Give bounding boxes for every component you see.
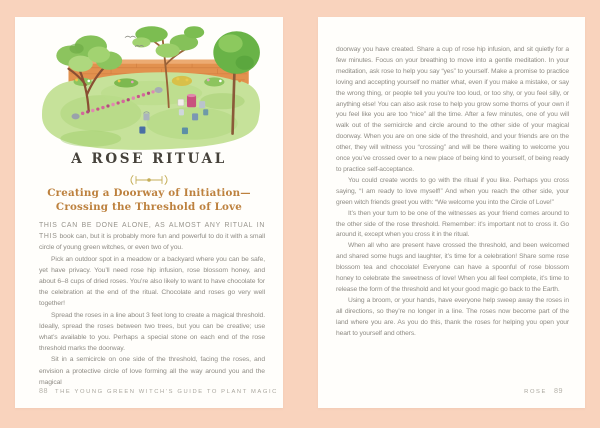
paragraph: doorway you have created. Share a cup of rose hip infusion, and sit quietly for a few minutes. Focus on your breathing to move into a gentle meditation. In your meditation, ask rose to help you say “yes” to yourself. Make a promise to practice loving and accepting yourself no matter what, even if you make a mistake, or say the wrong thing, or people tell you you’re too loud, or too shy, or you feel silly, or anything else! You can also ask rose to help you grow some thorns of your own if you feel like you are too “nice” all the time. After a few minutes, one of you will walk out of the semicircle and circle around to the other side of your magical doorway. When you are on one side of the threshold, and your friends are on the other, they will witness you “crossing” and will be there waiting to welcome you once you’ve crossed over to a new place of being kind to yourself, of being ready to practice self-acceptance.: [336, 46, 569, 173]
page-number: 88: [39, 386, 48, 395]
left-running-footer: [39, 386, 278, 395]
paragraph-leadin: THIS CAN BE DONE ALONE, AS ALMOST ANY RITUAL IN THIS: [39, 222, 265, 241]
book-title-footer: THE YOUNG GREEN WITCH’S GUIDE TO PLANT MAGIC: [55, 389, 278, 395]
left-body-text: [39, 220, 265, 392]
chapter-subtitle: [15, 187, 283, 214]
paragraph: You could create words to go with the ritual if you like. Perhaps you cross saying, “I am ready to love myself!” And when you reach the other side, your green witch friends greet you with: “We welcome you into the Circle of Love!”: [336, 176, 569, 206]
garden-ritual-illustration: [30, 22, 268, 154]
grass-mound-graphic: [42, 72, 260, 150]
left-page: [15, 17, 283, 408]
paragraph: When all who are present have crossed the threshold, and been welcomed and shared some hugs and laughter, it’s time for a celebration! Share some rose blossom tea and chocolate! Everyone can have a spoonful of rose blossom honey to celebrate the sweetness of love! When you all feel complete, it’s time to release the form of the threshold and let your good magic go back to the Earth.: [336, 242, 569, 293]
paragraph: Using a broom, or your hands, have everyone help sweep away the roses in all directions, so they’re no longer in a line. The roses now become part of the land where you are. As you do this, thank the roses for helping you open your heart to yourself and others.: [336, 296, 569, 337]
paragraph: It’s then your turn to be one of the witnesses as your friend comes around to the other side of the rose threshold. Remember: it’s important not to cross it. Go around it, except when you cross it in the ritual.: [336, 209, 569, 239]
paragraph: Pick an outdoor spot in a meadow or a backyard where you can be safe, yet have privacy. You’ll need rose hip infusion, rose blossom honey, and about 6–8 cups of dried roses. You’re also likely to want to have chocolate for the celebration at the end of the ritual. Chocolate and roses go very well together!: [39, 255, 265, 308]
subtitle-line-2: Crossing the Threshold of Love: [55, 200, 243, 213]
page-number: 89: [554, 386, 563, 395]
right-running-footer: [524, 386, 563, 395]
paragraph: Spread the roses in a line about 3 feet long to create a magical threshold. Ideally, spread the roses between two trees, but you can be creative; use what’s available to you. Perhaps a special stone on each end of the rose threshold marks the doorway.: [39, 311, 265, 353]
chapter-title: A ROSE RITUAL: [71, 151, 227, 167]
chapter-name-footer: ROSE: [524, 389, 547, 395]
right-page: [318, 17, 585, 408]
subtitle-line-1: Creating a Doorway of Initiation—: [47, 187, 251, 199]
paragraph-continuation: book can, but it is probably more fun and powerful to do it with a small circle of young green witches, or even two of you.: [39, 233, 265, 252]
right-body-text: [336, 45, 569, 389]
paragraph: [39, 220, 265, 254]
paragraph: Sit in a semicircle on one side of the threshold, facing the roses, and envision a protective circle of love forming all the way around you and the magical: [39, 356, 265, 386]
